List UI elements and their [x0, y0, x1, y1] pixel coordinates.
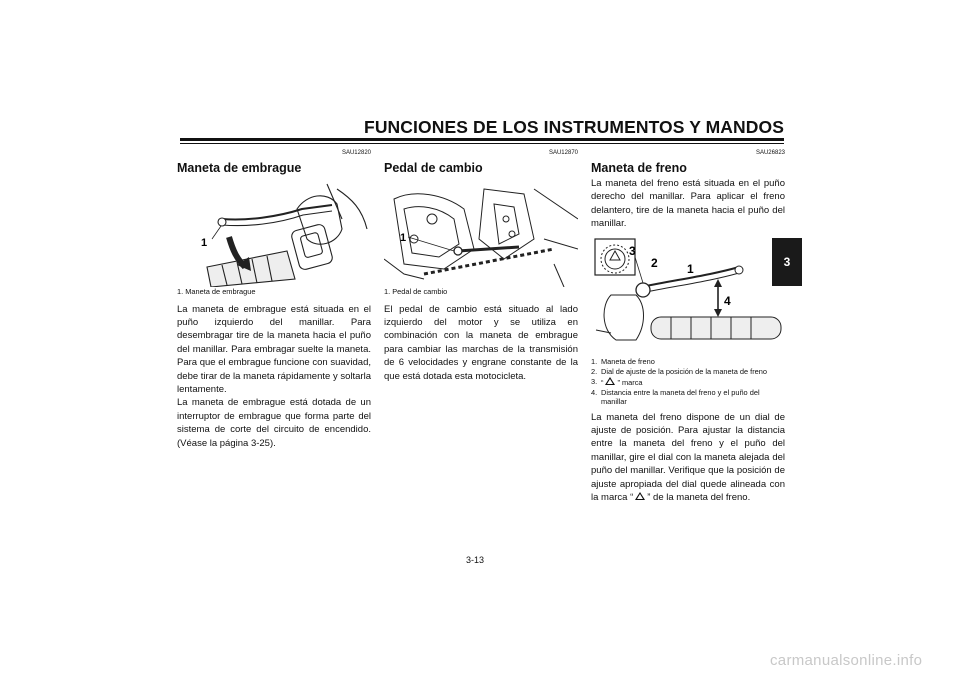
- figure-callout: 2: [651, 255, 658, 270]
- section-title: Pedal de cambio: [384, 161, 483, 175]
- figure-callout: 1: [201, 237, 208, 249]
- section-code: SAU26823: [755, 150, 785, 156]
- figure-callout: 1: [400, 232, 407, 244]
- clutch-lever-illustration: [177, 179, 371, 287]
- page-title: FUNCIONES DE LOS INSTRUMENTOS Y MANDOS: [364, 117, 784, 137]
- figure-callout: 4: [724, 293, 731, 308]
- section-body: [384, 303, 578, 383]
- figure-callout: 3: [629, 243, 636, 258]
- watermark: carmanualsonline.info: [770, 652, 923, 669]
- chapter-tab: 3: [772, 238, 802, 286]
- caption-text: [601, 377, 643, 387]
- paragraph-text: La maneta del freno dispone de un dial de ajuste de posición. Para ajustar la distancia entre la maneta del freno y el puño del manillar, gire el dial con la maneta alejada del puño del manillar. Verifique que la posición de ajuste apropiada del dial quede alineada con la marca “: [591, 411, 785, 504]
- triangle-mark-icon: [605, 377, 615, 385]
- paragraph: El pedal de cambio está situado al lado izquierdo del motor y se utiliza en combinación con la maneta de embrague para cambiar las marchas de la transmisión de 6 velocidades y engrane constante de la que está dotada esta motocicleta.: [384, 303, 578, 382]
- caption-item: [591, 377, 785, 387]
- page-number: 3-13: [466, 555, 485, 565]
- caption-item: [591, 388, 785, 406]
- title-rule-thick: [180, 138, 784, 141]
- section-code: SAU12820: [341, 150, 371, 156]
- paragraph-text: ” de la maneta del freno.: [647, 492, 751, 504]
- section-clutch-lever: [177, 150, 371, 450]
- section-title: Maneta de embrague: [177, 161, 302, 175]
- section-code: SAU12870: [548, 150, 578, 156]
- section-body: [591, 411, 785, 505]
- figure-caption-list: [591, 357, 785, 406]
- quote-open: “: [601, 377, 604, 387]
- caption-number: 2.: [591, 366, 598, 376]
- caption-text: Maneta de freno: [601, 356, 655, 366]
- section-intro: La maneta del freno está situada en el puño derecho del manillar. Para aplicar el freno delantero, tire de la maneta hacia el puño del manillar.: [591, 178, 785, 230]
- section-body: [177, 303, 371, 450]
- paragraph: La maneta de embrague está dotada de un interruptor de embrague que forma parte del sistema de corte del circuito de encendido. (Véase la página 3-25).: [177, 397, 371, 449]
- section-shift-pedal: [384, 150, 578, 383]
- section-brake-lever: [591, 150, 785, 504]
- title-rule-thin: [180, 143, 784, 144]
- figure-callout: 1: [687, 261, 694, 276]
- brake-lever-illustration: [591, 235, 785, 355]
- caption-item: [591, 367, 785, 376]
- caption-item: [591, 357, 785, 366]
- section-title: Maneta de freno: [591, 161, 687, 175]
- caption-number: 1.: [591, 356, 598, 366]
- caption-text: Dial de ajuste de la posición de la maneta de freno: [601, 366, 767, 376]
- triangle-mark-icon: [635, 492, 645, 500]
- quote-close: ” marca: [617, 377, 643, 387]
- shift-pedal-illustration: [384, 179, 578, 287]
- figure-caption: 1. Pedal de cambio: [384, 287, 448, 296]
- caption-number: 4.: [591, 387, 598, 397]
- figure-caption: 1. Maneta de embrague: [177, 287, 256, 296]
- caption-number: 3.: [591, 376, 598, 386]
- paragraph: La maneta de embrague está situada en el puño izquierdo del manillar. Para desembragar tire de la maneta hacia el puño del manillar. Para embragar suelte la maneta. Para que el embrague funcione con suavidad, debe tirar de la maneta rápidamente y soltarla lentamente.: [177, 303, 371, 395]
- caption-text: Distancia entre la maneta del freno y el puño del manillar: [601, 387, 760, 406]
